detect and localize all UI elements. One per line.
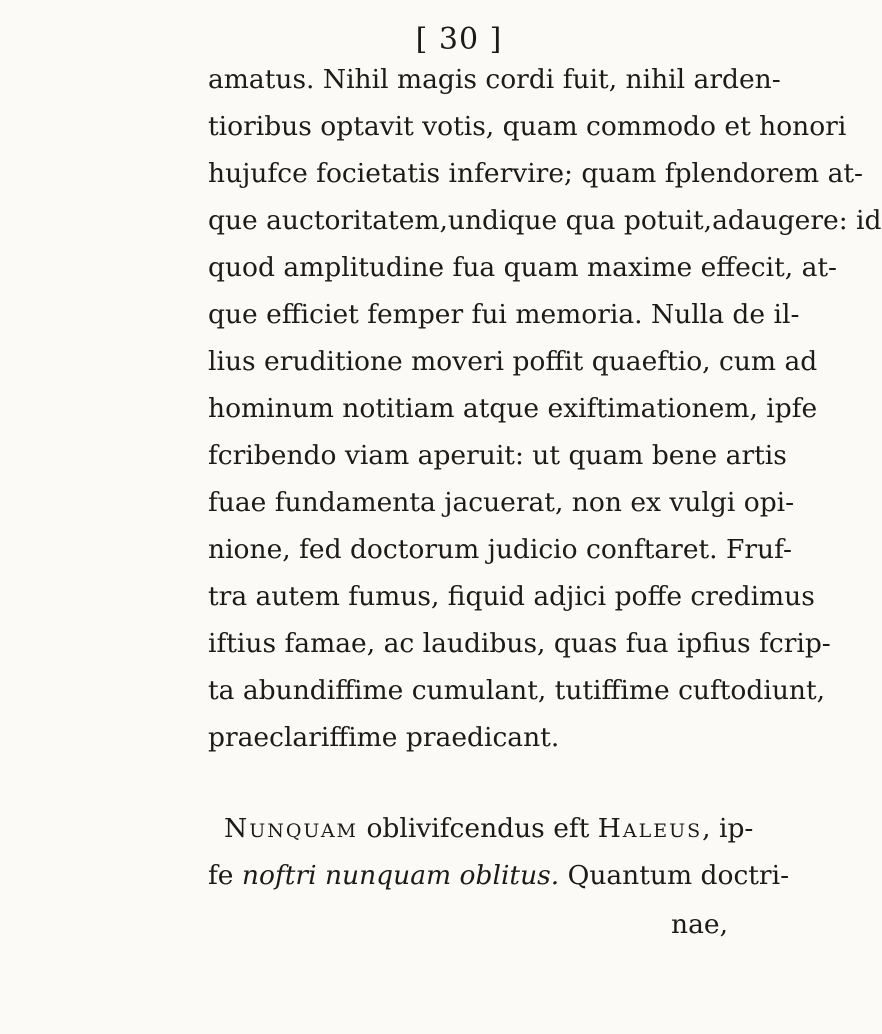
text-line: amatus. Nihil magis cordi fuit, nihil arden-	[208, 64, 781, 95]
text-line: fcribendo viam aperuit: ut quam bene artis	[208, 440, 787, 471]
text-line: hominum notitiam atque exiftimationem, ipfe	[208, 393, 818, 424]
paragraph2-name: Haleus	[597, 813, 703, 844]
text-line: fuae fundamenta jacuerat, non ex vulgi opi-	[208, 487, 795, 518]
catchword: nae,	[671, 909, 728, 940]
page-number-text: [ 30 ]	[415, 22, 503, 57]
text-line: lius eruditione moveri poffit quaeftio, cum ad	[208, 346, 818, 377]
text-line: quod amplitudine fua quam maxime effecit, at-	[208, 252, 838, 283]
paragraph2-line2	[208, 856, 790, 896]
page-number	[0, 22, 800, 57]
text-line-last: praeclariffime praedicant.	[208, 722, 560, 753]
text-line: que efficiet femper fui memoria. Nulla de il-	[208, 299, 800, 330]
paragraph2-text: Quantum doctri-	[559, 860, 790, 891]
text-line: que auctoritatem,undique qua potuit,adaugere: id	[208, 205, 882, 236]
text-line: nione, fed doctorum judicio conftaret. Fruf-	[208, 534, 792, 565]
text-line: hujufce focietatis infervire; quam fplendorem at-	[208, 158, 863, 189]
paragraph2-line1	[224, 809, 754, 849]
text-line: tra autem fumus, fiquid adjici poffe credimus	[208, 581, 815, 612]
paragraph2-italic-phrase: noftri nunquam oblitus.	[241, 860, 560, 891]
text-line: ta abundiffime cumulant, tutiffime cuftodiunt,	[208, 675, 826, 706]
text-line: tioribus optavit votis, quam commodo et honori	[208, 111, 847, 142]
text-line: iftius famae, ac laudibus, quas fua ipfius fcrip-	[208, 628, 831, 659]
paragraph2-text: , ip-	[702, 813, 754, 844]
paragraph2-text: oblivifcendus eft	[358, 813, 598, 844]
paragraph2-text: fe	[208, 860, 242, 891]
paragraph2-opening-word: Nunquam	[224, 813, 359, 844]
